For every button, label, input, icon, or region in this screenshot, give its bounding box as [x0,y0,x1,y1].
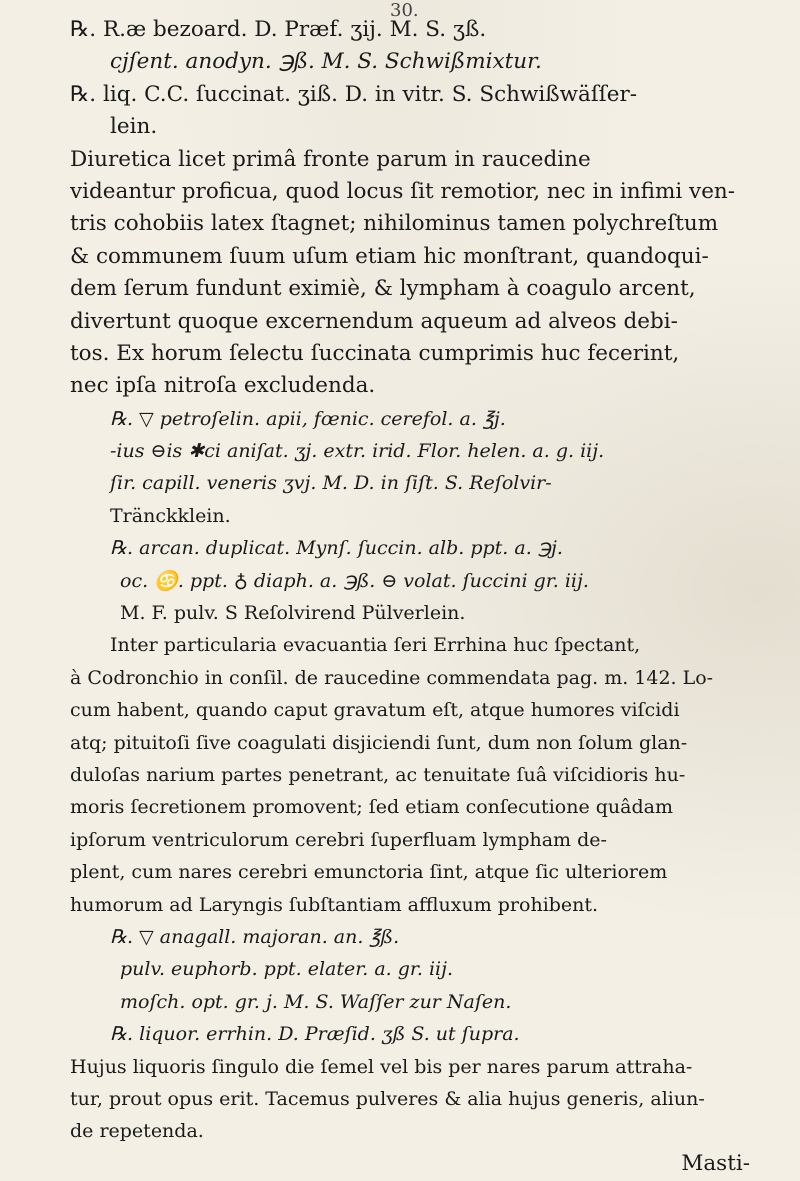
text-line: tos. Ex horum ſelectu ſuccinata cumprimis huc fecerint, [70,340,680,366]
text-line: ℞. ▽ petroſelin. apii, fœnic. cerefol. a. ℥j. [110,407,506,430]
text-line: cjſent. anodyn. ℈ß. M. S. Schwißmixtur. [110,49,542,75]
text-line: Diuretica licet primâ fronte parum in raucedine [70,146,591,172]
text-line: cum habent, quando caput gravatum eſt, atque humores viſcidi [70,699,680,722]
text-line: -ius ⊖is ✱ci aniſat. ʒj. extr. irid. Flor. helen. a. g. iij. [110,440,605,463]
text-line: dem ſerum fundunt eximiè, & lympham à coagulo arcent, [70,276,696,302]
text-line: oc. ♋. ppt. ♁ diaph. a. ℈ß. ⊖ volat. ſuccini gr. iij. [120,569,589,592]
text-line: Hujus liquoris ſingulo die ſemel vel bis per nares parum attraha- [70,1055,693,1078]
text-line: ℞. ▽ anagall. majoran. an. ℥ß. [110,925,400,948]
page-number: 30. [390,0,419,21]
text-line: moris ſecretionem promovent; ſed etiam conſecutione quâdam [70,796,673,819]
text-line: ipſorum ventriculorum cerebri ſuperfluam lympham de- [70,828,607,851]
text-line: ℞. liquor. errhin. D. Præſid. ʒß S. ut ſupra. [110,1023,520,1046]
text-line: nec ipſa nitroſa excludenda. [70,373,376,399]
text-line: Tränckklein. [110,504,231,527]
main-text [70,14,760,1180]
text-line: ℞. arcan. duplicat. Mynſ. ſuccin. alb. ppt. a. ℈j. [110,537,563,560]
text-line: de repetenda. [70,1120,204,1143]
text-line: ℞. R.æ bezoard. D. Præf. ʒij. M. S. ʒß. [70,17,487,42]
text-line: videantur proficua, quod locus ſit remotior, nec in infimi ven- [70,178,736,204]
text-line: ℞. liq. C.C. ſuccinat. ʒiß. D. in vitr. S. Schwißwäſſer- [70,81,638,107]
text-line: atq; pituitoſi ſive coagulati disjiciendi ſunt, dum non ſolum glan- [70,731,688,754]
text-line: à Codronchio in conſil. de raucedine commendata pag. m. 142. Lo- [70,666,714,689]
text-line: pulv. euphorb. ppt. elater. a. gr. iij. [120,958,454,981]
text-line: humorum ad Laryngis ſubſtantiam affluxum prohibent. [70,893,599,916]
text-line: tris cohobiis latex ſtagnet; nihilominus tamen polychreſtum [70,211,719,237]
text-line: divertunt quoque excernendum aqueum ad alveos debi- [70,308,678,334]
text-line: duloſas narium partes penetrant, ac tenuitate ſuâ viſcidioris hu- [70,763,686,786]
catchword: Masti- [681,1150,750,1176]
text-line: Inter particularia evacuantia ſeri Errhina huc ſpectant, [110,634,641,657]
text-line: M. F. pulv. S Reſolvirend Pülverlein. [120,602,466,625]
text-line: & communem ſuum uſum etiam hic monſtrant, quandoqui- [70,243,709,269]
text-line: tur, prout opus erit. Tacemus pulveres & alia hujus generis, aliun- [70,1087,705,1110]
text-line: ſir. capill. veneris ʒvj. M. D. in ſiſt. S. Reſolvir- [110,472,552,495]
text-line: plent, cum nares cerebri emunctoria ſint, atque ſic ulteriorem [70,861,668,884]
text-line: lein. [110,114,158,140]
text-line: moſch. opt. gr. j. M. S. Waſſer zur Naſen. [120,990,512,1013]
